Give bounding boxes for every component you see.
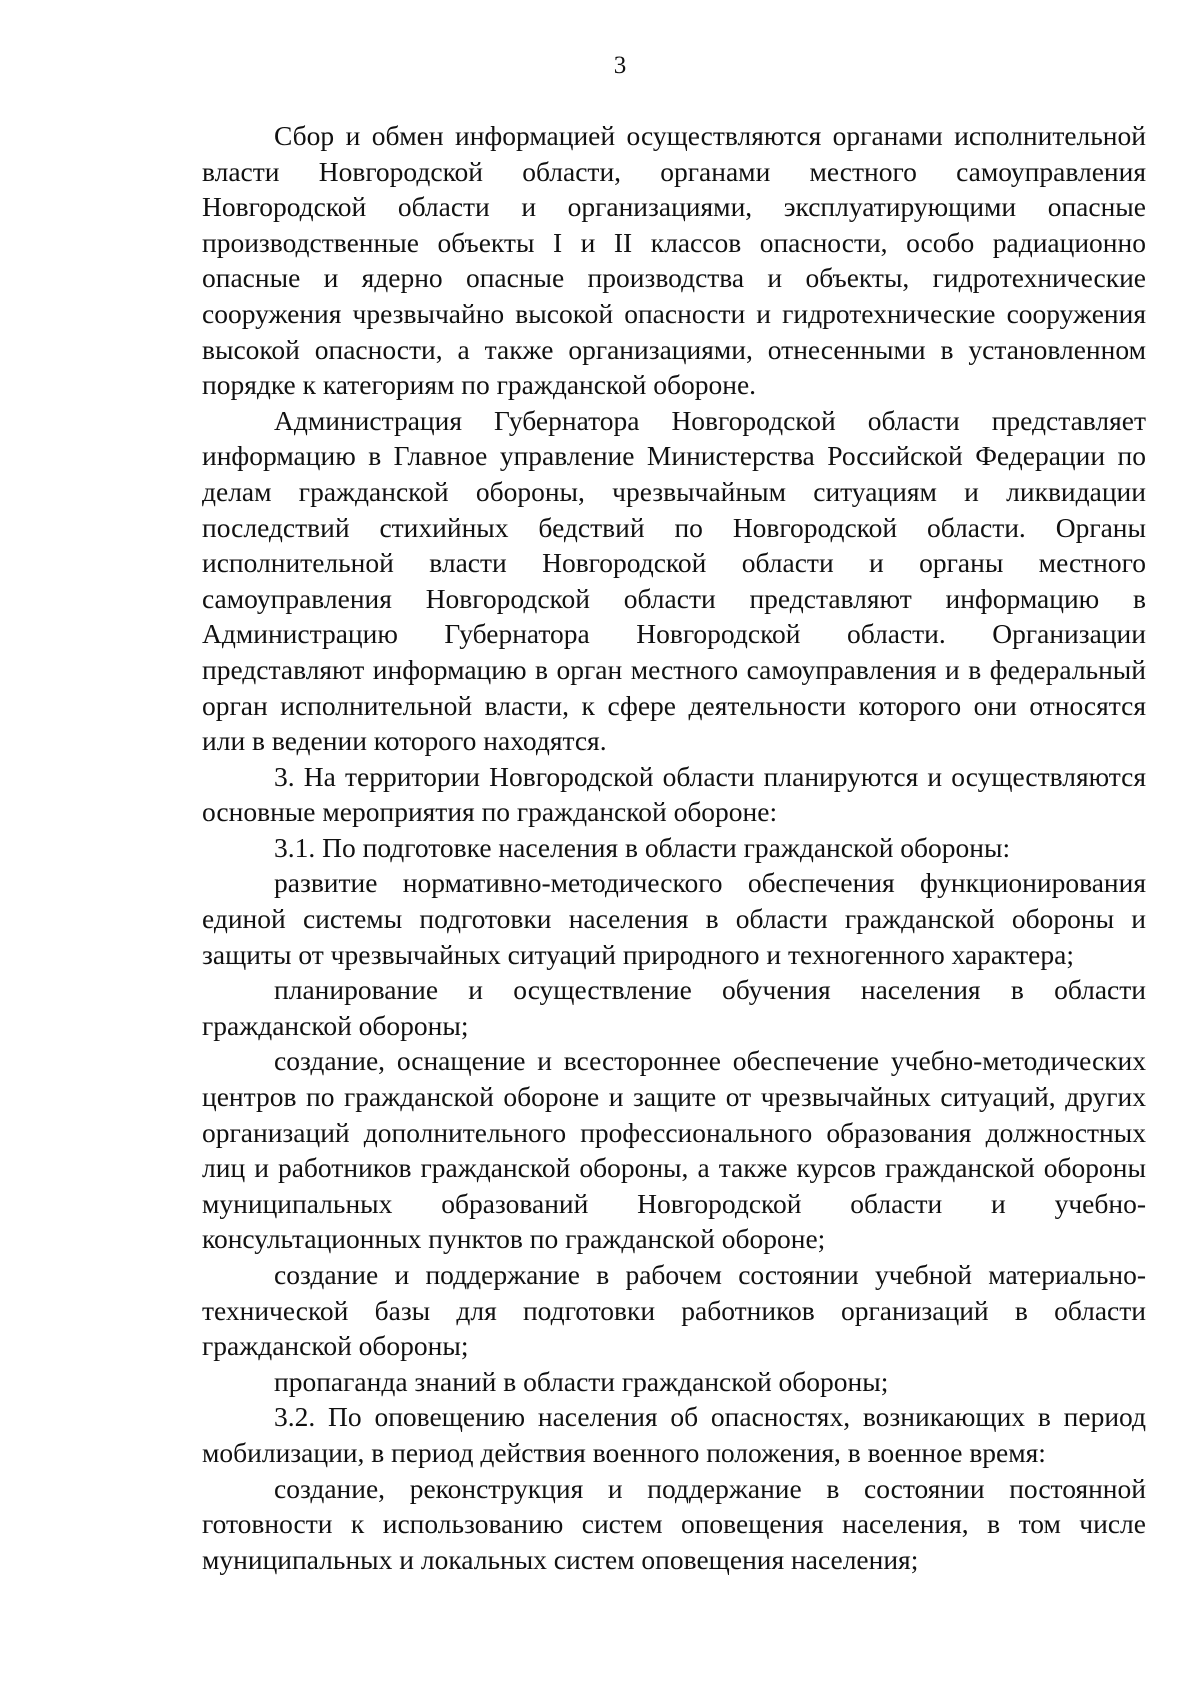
paragraph-item-material-base: создание и поддержание в рабочем состоянии учебной материально-технической базы для подготовки работников организаций в области гражданской обороны;	[202, 1259, 1146, 1362]
paragraph-item-training-centers: создание, оснащение и всестороннее обеспечение учебно-методических центров по гражданской обороне и защите от чрезвычайных ситуаций, других организаций дополнительного профессионального образования должностных лиц и работников гражданской обороны, а также курсов гражданской обороны муниципальных образований Новгородской области и учебно-консультационных пунктов по гражданской обороне;	[202, 1045, 1146, 1255]
paragraph-item-warning-systems: создание, реконструкция и поддержание в состоянии постоянной готовности к использованию систем оповещения населения, в том числе муниципальных и локальных систем оповещения населения;	[202, 1472, 1146, 1575]
paragraph-information-exchange: Сбор и обмен информацией осуществляются органами исполнительной власти Новгородской области, органами местного самоуправления Новгородской области и организациями, эксплуатирующими опасные производственные объекты I и II классов опасности, особо радиационно опасные и ядерно опасные производства и объекты, гидротехнические сооружения чрезвычайно высокой опасности и гидротехнические сооружения высокой опасности, а также организациями, отнесенными в установленном порядке к категориям по гражданской обороне.	[202, 120, 1146, 401]
paragraph-administration-reporting: Администрация Губернатора Новгородской области представляет информацию в Главное управление Министерства Российской Федерации по делам гражданской обороны, чрезвычайным ситуациям и ликвидации последствий стихийных бедствий по Новгородской области. Органы исполнительной власти Новгородской области и органы местного самоуправления Новгородской области представляют информацию в Администрацию Губернатора Новгородской области. Организации представляют информацию в орган местного самоуправления и в федеральный орган исполнительной власти, к сфере деятельности которого они относятся или в ведении которого находятся.	[202, 404, 1146, 757]
paragraph-section-3-2: 3.2. По оповещению населения об опасностях, возникающих в период мобилизации, в период действия военного положения, в военное время:	[202, 1401, 1146, 1468]
paragraph-item-propaganda: пропаганда знаний в области гражданской обороны;	[274, 1365, 889, 1397]
paragraph-item-normative-development: развитие нормативно-методического обеспечения функционирования единой системы подготовки населения в области гражданской обороны и защиты от чрезвычайных ситуаций природного и техногенного характера;	[202, 867, 1146, 970]
document-body	[202, 118, 1146, 1577]
page-number: 3	[613, 52, 627, 79]
paragraph-section-3-1: 3.1. По подготовке населения в области гражданской обороны:	[274, 831, 1011, 863]
paragraph-section-3: 3. На территории Новгородской области планируются и осуществляются основные мероприятия по гражданской обороне:	[202, 760, 1146, 828]
paragraph-item-training-planning: планирование и осуществление обучения населения в области гражданской обороны;	[202, 974, 1146, 1041]
